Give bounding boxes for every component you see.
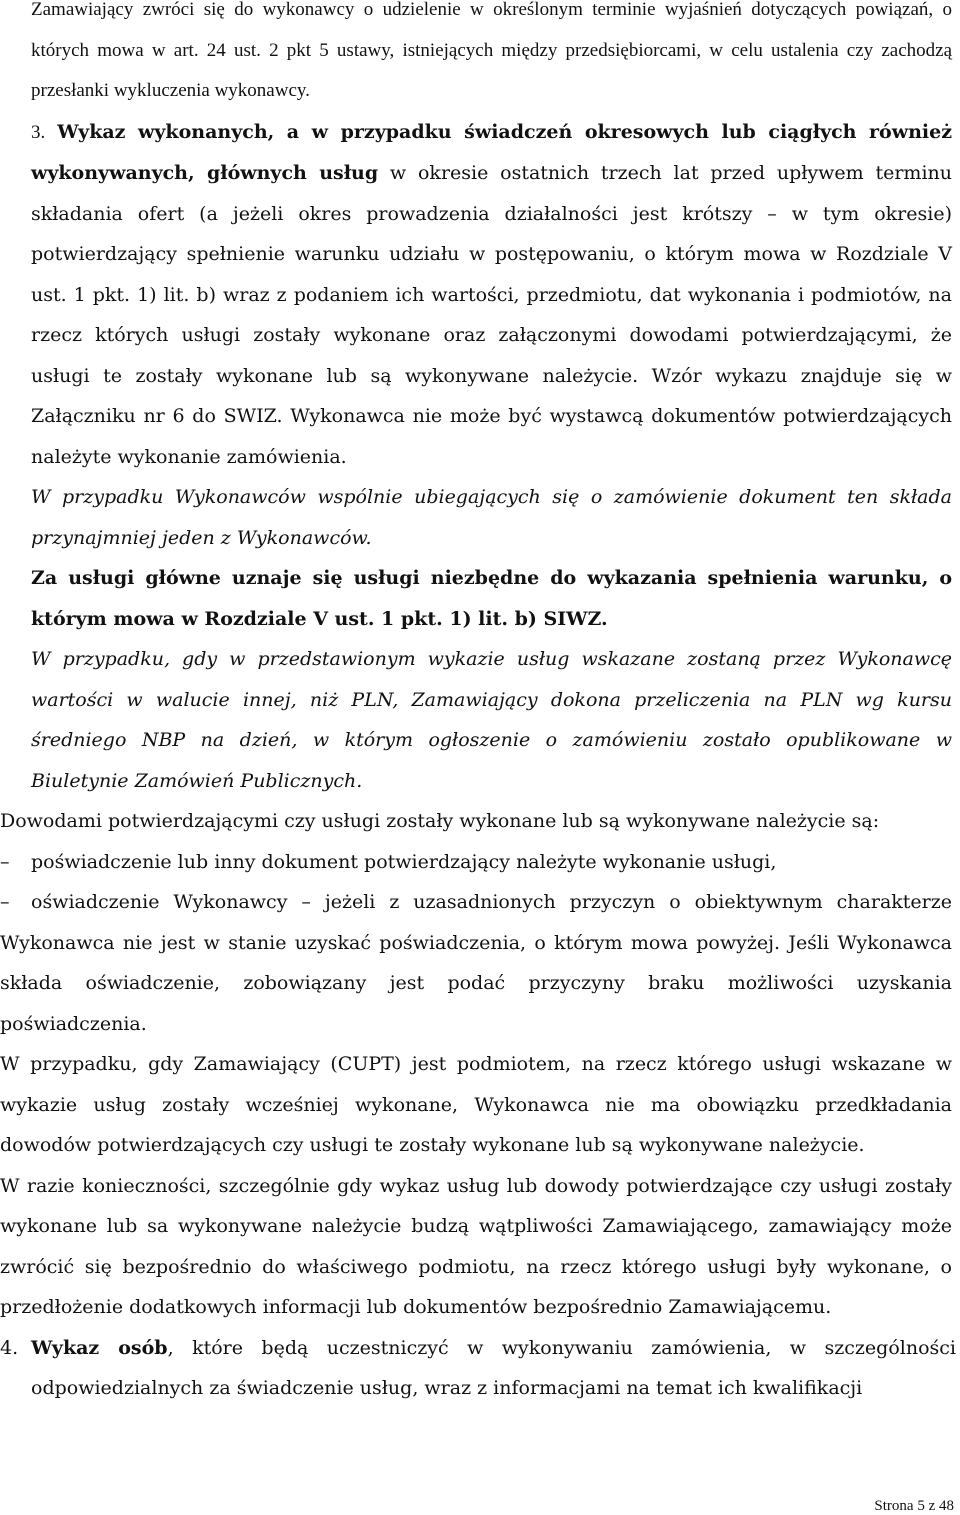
paragraph-watpliwosci: W razie konieczności, szczególnie gdy wykaz usług lub dowody potwierdzające czy usługi zostały wykonane lub sa wykonywane należycie budzą wątpliwości Zamawiającego, zamawiający może zwrócić się bezpośrednio do właściwego podmiotu, na rzecz którego usługi były wykonane, o przedłożenie dodatkowych informacji lub dokumentów bezpośrednio Zamawiającemu. (0, 1174, 952, 1318)
paragraph-wykaz-uslug (0, 112, 956, 478)
wykaz-uslug-body: w okresie ostatnich trzech lat przed upływem terminu składania ofert (a jeżeli okres prowadzenia działalności jest krótszy – w tym okresie) potwierdzający spełnienie warunku udziału w postępowaniu, o którym mowa w Rozdziale V ust. 1 pkt. 1) lit. b) wraz z podaniem ich wartości, przedmiotu, dat wykonania i podmiotów, na rzecz których usługi zostały wykonane oraz załączonymi dowodami potwierdzającymi, że usługi te zostały wykonane lub są wykonywane należycie. Wzór wykazu znajduje się w Załączniku nr 6 do SWIZ. Wykonawca nie może być wystawcą dokumentów potwierdzających należyte wykonanie zamówienia. (31, 162, 952, 468)
paragraph-cupt: W przypadku, gdy Zamawiający (CUPT) jest podmiotem, na rzecz którego usługi wskazane w wykazie usług zostały wcześniej wykonane, Wykonawca nie ma obowiązku przedkładania dowodów potwierdzających czy usługi te zostały wykonane lub są wykonywane należycie. (0, 1053, 952, 1156)
paragraph-dowody: Dowodami potwierdzającymi czy usługi zostały wykonane lub są wykonywane należycie są: (0, 810, 880, 832)
list-item-text: poświadczenie lub inny dokument potwierdzający należyte wykonanie usługi, (31, 850, 777, 873)
list-item (0, 882, 956, 1044)
list-item (0, 842, 956, 883)
dash-bullet: – (0, 891, 10, 913)
dash-bullet: – (0, 850, 10, 873)
paragraph-powiazania: Zamawiający zwróci się do wykonawcy o udzielenie w określonym terminie wyjaśnień dotyczących powiązań, o których mowa w art. 24 ust. 2 pkt 5 ustawy, istniejących między przedsiębiorcami, w celu ustalenia czy zachodzą przesłanki wykluczenia wykonawcy. (31, 0, 952, 101)
heading-wykaz-osob: Wykaz osób (31, 1336, 168, 1359)
item-number: 4. (0, 1336, 19, 1359)
heading-wykaz-uslug: Wykaz wykonanych, a w przypadku świadczeń okresowych lub ciągłych również wykonywanych, głównych usług (31, 120, 952, 184)
paragraph-uslugi-glowne: Za usługi główne uznaje się usługi niezbędne do wykazania spełnienia warunku, o którym mowa w Rozdziale V ust. 1 pkt. 1) lit. b) SIWZ. (31, 567, 952, 630)
wykaz-osob-body: , które będą uczestniczyć w wykonywaniu zamówienia, w szczególności odpowiedzialnych za świadczenie usług, wraz z informacjami na temat ich kwalifikacji (31, 1336, 956, 1399)
page-number: Strona 5 z 48 (874, 1498, 954, 1514)
item-number: 3. (31, 121, 46, 143)
list-item-text: oświadczenie Wykonawcy – jeżeli z uzasadnionych przyczyn o obiektywnym charakterze Wykonawca nie jest w stanie uzyskać poświadczenia, o którym mowa powyżej. Jeśli Wykonawca składa oświadczenie, zobowiązany jest podać przyczyny braku możliwości uzyskania poświadczenia. (0, 891, 952, 1035)
paragraph-wykaz-osob (0, 1328, 956, 1409)
paragraph-wspolnie-ubiegajacy: W przypadku Wykonawców wspólnie ubiegających się o zamówienie dokument ten składa przynajmniej jeden z Wykonawców. (31, 486, 952, 549)
paragraph-waluta: W przypadku, gdy w przedstawionym wykazie usług wskazane zostaną przez Wykonawcę wartości w walucie innej, niż PLN, Zamawiający dokona przeliczenia na PLN wg kursu średniego NBP na dzień, w którym ogłoszenie o zamówieniu zostało opublikowane w Biuletynie Zamówień Publicznych. (31, 648, 952, 792)
